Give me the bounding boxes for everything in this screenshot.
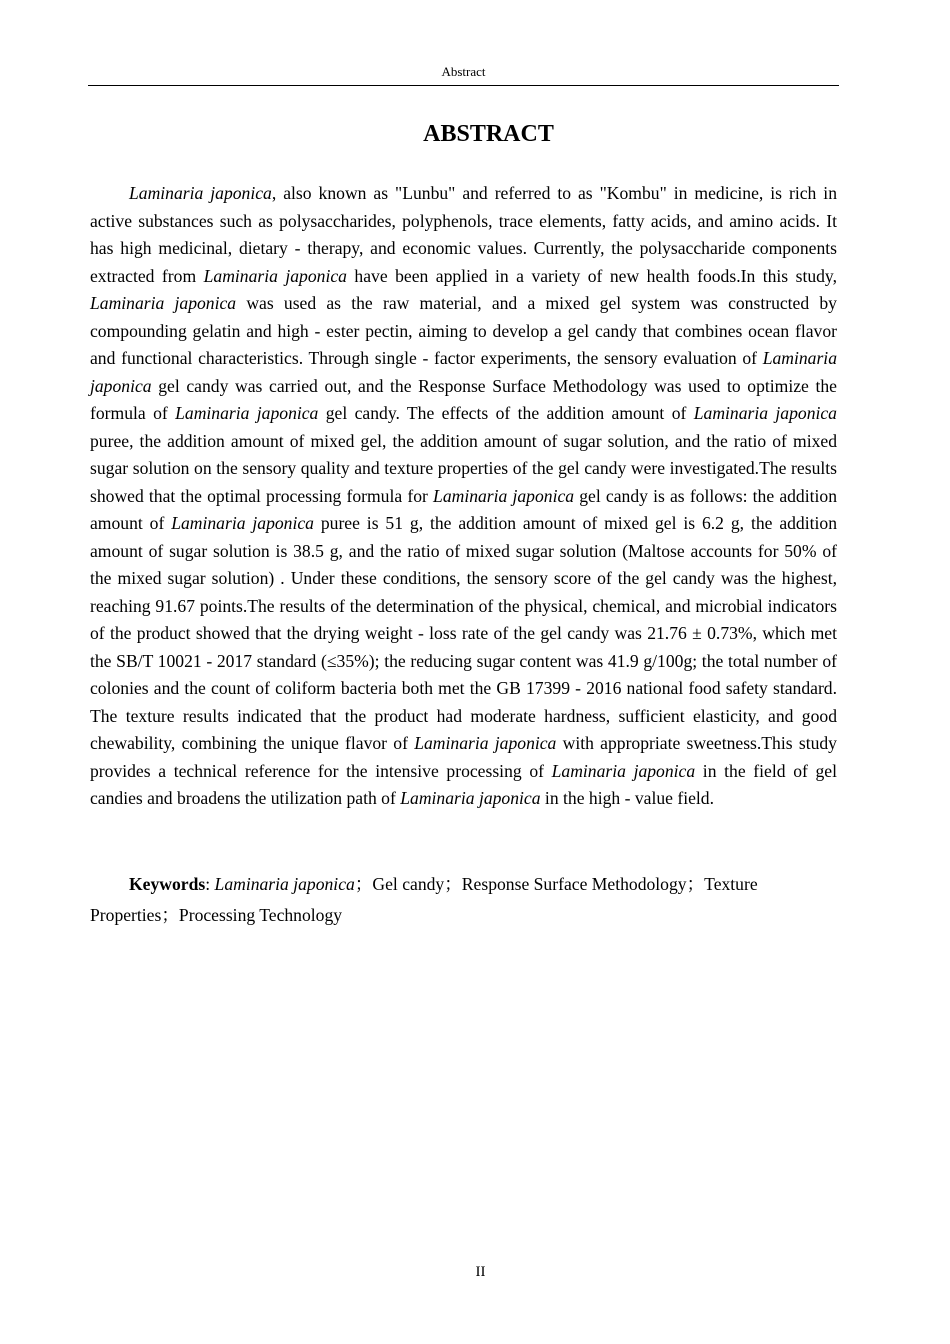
abstract-species-name: Laminaria japonica [171, 513, 314, 533]
abstract-species-name: Laminaria japonica [400, 788, 541, 808]
abstract-text-segment: was used as the raw material, and a mixed gel system was constructed by compounding gelatin and high - ester pectin, aiming to develop a gel candy that combines ocean flavor and functional characteristics. Through single - factor experiments, the sensory evaluation of [90, 293, 837, 368]
abstract-species-name: Laminaria japonica [203, 265, 347, 286]
abstract-species-name: Laminaria japonica [90, 293, 237, 313]
page-title: ABSTRACT [423, 121, 554, 147]
abstract-text-segment: have been applied in a variety of new health foods.In this study, [346, 265, 837, 286]
abstract-species-name: Laminaria japonica [175, 403, 319, 423]
abstract-species-name: Laminaria japonica [90, 348, 837, 396]
abstract-species-name: Laminaria japonica [414, 733, 557, 753]
abstract-species-name: Laminaria japonica [693, 403, 837, 423]
keywords-list: ；Gel candy；Response Surface Methodology；Texture Properties；Processing Technology [90, 874, 758, 925]
abstract-text-segment: in the field of gel candies and broadens the utilization path of [90, 760, 837, 808]
abstract-species-name: Laminaria japonica [433, 485, 575, 506]
abstract-text-segment: , also known as "Lunbu" and referred to as "Kombu" in medicine, is rich in active substances such as polysaccharides, polyphenols, trace elements, fatty acids, and amino acids. It has high medicinal, dietary - therapy, and economic values. Currently, the polysaccharide components extracted from [90, 183, 837, 286]
abstract-text-segment: in the high - value field. [540, 788, 714, 808]
running-header-title: Abstract [441, 64, 486, 79]
page-number: II [475, 1264, 486, 1280]
abstract-text-segment: gel candy was carried out, and the Response Surface Methodology was used to optimize the formula of [90, 375, 837, 423]
abstract-text-segment: gel candy is as follows: the addition amount of [90, 485, 837, 533]
abstract-text-segment: puree, the addition amount of mixed gel, the addition amount of sugar solution, and the ratio of mixed sugar solution on the sensory quality and texture properties of the gel candy were investigated.The results showed that the optimal processing formula for [90, 430, 837, 506]
keywords-paragraph [90, 869, 837, 931]
abstract-text-segment: with appropriate sweetness.This study provides a technical reference for the intensive processing of [90, 733, 837, 781]
abstract-species-name: Laminaria japonica [551, 760, 696, 781]
abstract-text-segment: gel candy. The effects of the addition amount of [318, 403, 694, 423]
abstract-text-segment: puree is 51 g, the addition amount of mixed gel is 6.2 g, the addition amount of sugar solution is 38.5 g, and the ratio of mixed sugar solution (Maltose accounts for 50% of the mixed sugar solution) . Under these conditions, the sensory score of the gel candy was the highest, reaching 91.67 points.The results of the determination of the physical, chemical, and microbial indicators of the product showed that the drying weight - loss rate of the gel candy was 21.76 ± 0.73%, which met the SB/T 10021 - 2017 standard (≤35%); the reducing sugar content was 41.9 g/100g; the total number of colonies and the count of coliform bacteria both met the GB 17399 - 2016 national food safety standard. The texture results indicated that the product had moderate hardness, sufficient elasticity, and good chewability, combining the unique flavor of [90, 513, 837, 753]
keyword-species-name: Laminaria japonica [214, 874, 355, 894]
keywords-label: Keywords [129, 874, 206, 894]
header-rule [88, 85, 839, 86]
keywords-separator: : [205, 874, 215, 894]
abstract-species-name: Laminaria japonica [129, 183, 272, 203]
abstract-paragraph [90, 180, 837, 813]
